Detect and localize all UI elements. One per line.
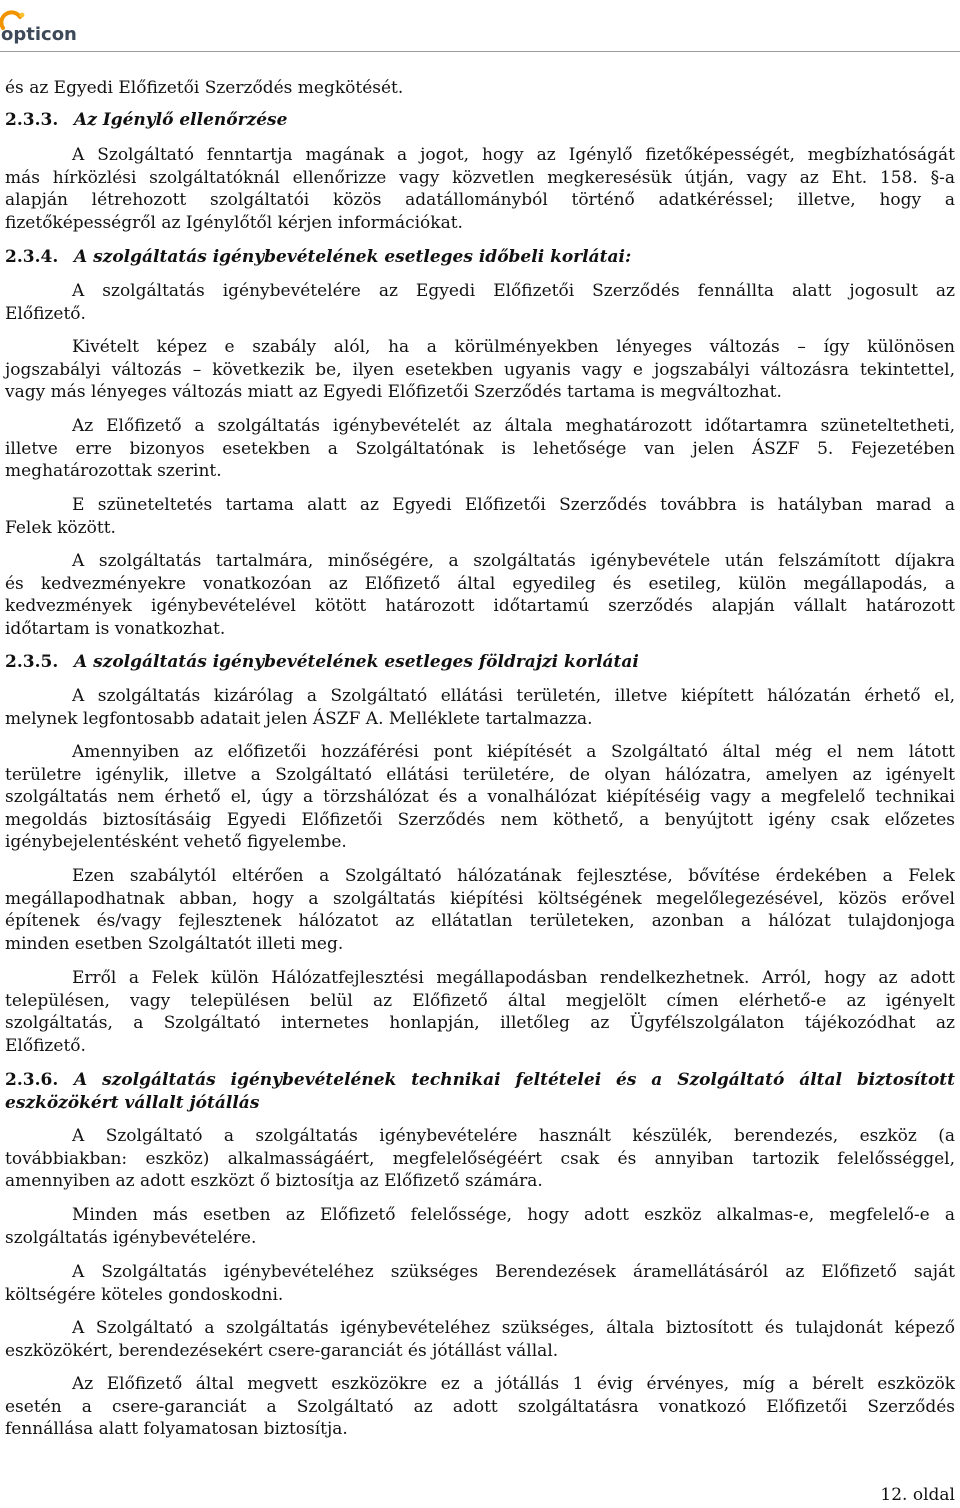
logo-wordmark: opticon bbox=[1, 24, 77, 45]
text-line: szolgáltatás, a Szolgáltató internetes honlapján, illetőleg az Ügyfélszolgálaton tájékozódhat az bbox=[5, 1013, 955, 1033]
text-line: Előfizető. bbox=[5, 303, 86, 324]
paragraph bbox=[5, 685, 955, 730]
paragraph bbox=[5, 1373, 955, 1441]
text-line: E szüneteltetés tartama alatt az Egyedi Előfizetői Szerződés továbbra is hatályban marad a bbox=[72, 495, 955, 515]
text-line: továbbiakban: eszköz) alkalmasságáért, megfelelőségéért csak és annyiban tartozik felelősséggel, bbox=[5, 1148, 955, 1169]
text-line: A szolgáltatás tartalmára, minőségére, a szolgáltatás igénybevétele után felszámított díjakra bbox=[72, 551, 955, 571]
section-heading bbox=[5, 246, 955, 269]
text-line: A szolgáltatás kizárólag a Szolgáltató ellátási területén, illetve kiépített hálózatán érhető el, bbox=[72, 686, 955, 706]
paragraph bbox=[5, 550, 955, 640]
section-title: A szolgáltatás igénybevételének technikai feltételei és a Szolgáltató által biztosított bbox=[74, 1070, 955, 1090]
text-line: melynek legfontosabb adatait jelen ÁSZF A. Melléklete tartalmazza. bbox=[5, 708, 593, 729]
text-line: Erről a Felek külön Hálózatfejlesztési megállapodásban rendelkezhetnek. Arról, hogy az adott bbox=[72, 968, 955, 988]
paragraph bbox=[5, 967, 955, 1057]
text-line: költségére köteles gondoskodni. bbox=[5, 1284, 284, 1305]
text-line: A Szolgáltató a szolgáltatás igénybevételéhez szükséges, általa biztosított és tulajdonát képező bbox=[72, 1318, 955, 1338]
text-line: Az Előfizető által megvett eszközökre ez a jótállás 1 évig érvényes, míg a bérelt eszközök bbox=[72, 1374, 955, 1394]
text-line: fennállása alatt folyamatosan biztosítja. bbox=[5, 1419, 348, 1439]
text-line: illetve erre bizonyos esetekben a Szolgáltatónak is lehetősége van jelen ÁSZF 5. Fejezetében bbox=[5, 438, 955, 459]
text-line: területre igénylik, illetve a Szolgáltató ellátási területére, de olyan hálózatra, amelyen az igényelt bbox=[5, 764, 955, 785]
paragraph bbox=[5, 280, 955, 325]
header-rule bbox=[0, 51, 960, 52]
text-line: igénybejelentésként vehető figyelembe. bbox=[5, 832, 347, 852]
text-line: időtartam is vonatkozhat. bbox=[5, 618, 226, 639]
text-line: szolgáltatás igénybevételére. bbox=[5, 1227, 257, 1248]
section-title: A szolgáltatás igénybevételének esetleges földrajzi korlátai bbox=[74, 652, 639, 672]
company-logo bbox=[0, 3, 84, 49]
paragraph bbox=[5, 1204, 955, 1249]
text-line: jogszabályi változás – következik be, ilyen esetekben ugyanis vagy e jogszabályi változásra tekintettel, bbox=[5, 359, 955, 380]
text-line: településen, vagy településen belül az Előfizető által megjelölt címen elérhető-e az igényelt bbox=[5, 990, 955, 1011]
paragraph bbox=[5, 741, 955, 854]
text-line: fizetőképességről az Igénylőtől kérjen információkat. bbox=[5, 212, 463, 233]
text-line: Az Előfizető a szolgáltatás igénybevételét az általa meghatározott időtartamra szüneteltetheti, bbox=[72, 416, 955, 436]
text-line: Kivételt képez e szabály alól, ha a körülményekben lényeges változás – így különösen bbox=[72, 337, 955, 357]
text-line: vagy más lényeges változás miatt az Egyedi Előfizetői Szerződés tartama is megváltozhat. bbox=[5, 382, 782, 402]
text-line: esetén a csere-garanciát a Szolgáltató az adott szolgáltatásra vonatkozó Előfizetői Szerződés bbox=[5, 1396, 955, 1417]
text-line: építenek és/vagy fejlesztenek hálózatot az ellátatlan területeken, azonban a hálózat tulajdonjoga bbox=[5, 911, 955, 931]
text-line: A Szolgáltató a szolgáltatás igénybevételére használt készülék, berendezés, eszköz (a bbox=[72, 1126, 955, 1146]
text-line: A Szolgáltató fenntartja magának a jogot, hogy az Igénylő fizetőképességét, megbízhatóságát bbox=[72, 145, 955, 165]
paragraph bbox=[5, 1317, 955, 1362]
heading-line bbox=[5, 246, 955, 269]
text-line: megállapodhatnak abban, hogy a szolgáltatás kiépítési költségének megelőlegezésével, közös erővel bbox=[5, 888, 955, 909]
section-title: A szolgáltatás igénybevételének esetleges időbeli korlátai: bbox=[74, 247, 632, 267]
heading-line bbox=[5, 1069, 955, 1092]
paragraph bbox=[5, 1261, 955, 1306]
section-heading bbox=[5, 651, 955, 674]
text-line: szolgáltatás nem érhető el, úgy a törzshálózat és a vonalhálózat kiépítéséig vagy a megfelelő technikai bbox=[5, 787, 955, 807]
text-line: Felek között. bbox=[5, 517, 116, 538]
page-number: 12. oldal bbox=[880, 1485, 955, 1505]
text-line: minden esetben Szolgáltatót illeti meg. bbox=[5, 933, 344, 954]
paragraph bbox=[5, 494, 955, 539]
text-line: amennyiben az adott eszközt ő biztosítja az Előfizető számára. bbox=[5, 1171, 543, 1191]
text-line: eszközökért, berendezésekért csere-garanciát és jótállást vállal. bbox=[5, 1340, 559, 1361]
text-line: megoldás biztosításáig Egyedi Előfizetői Szerződés nem köthető, a benyújtott igény csak előzetes bbox=[5, 809, 955, 830]
section-number: 2.3.3. bbox=[5, 110, 59, 130]
section-number: 2.3.4. bbox=[5, 247, 59, 267]
heading-line bbox=[5, 109, 955, 132]
paragraph bbox=[5, 144, 955, 234]
heading-line bbox=[5, 651, 955, 674]
paragraph bbox=[5, 865, 955, 955]
text-line: Amennyiben az előfizetői hozzáférési pont kiépítését a Szolgáltató által még el nem látott bbox=[72, 742, 955, 762]
paragraph bbox=[5, 77, 955, 100]
text-line: A szolgáltatás igénybevételére az Egyedi Előfizetői Szerződés fennállta alatt jogosult az bbox=[72, 281, 955, 301]
section-title: Az Igénylő ellenőrzése bbox=[74, 110, 288, 130]
text-line: Minden más esetben az Előfizető felelőssége, hogy adott eszköz alkalmas-e, megfelelő-e a bbox=[72, 1205, 955, 1225]
text-line: Előfizető. bbox=[5, 1035, 86, 1056]
text-line: és kedvezményekre vonatkozóan az Előfizető által egyedileg és esetileg, külön megállapodás, a bbox=[5, 573, 955, 594]
text-line: A Szolgáltatás igénybevételéhez szükséges Berendezések áramellátásáról az Előfizető saját bbox=[72, 1262, 955, 1282]
section-number: 2.3.5. bbox=[5, 652, 59, 672]
paragraph bbox=[5, 336, 955, 404]
section-heading bbox=[5, 1069, 955, 1114]
section-number: 2.3.6. bbox=[5, 1070, 59, 1090]
text-line: alapján létrehozott szolgáltatói közös adatállományból történő adatkéréssel; illetve, hogy a bbox=[5, 190, 955, 210]
text-line: Ezen szabálytól eltérően a Szolgáltató hálózatának fejlesztése, bővítése érdekében a Felek bbox=[72, 866, 955, 886]
logo-dot-icon bbox=[20, 13, 25, 18]
paragraph bbox=[5, 1125, 955, 1193]
section-heading bbox=[5, 109, 955, 132]
paragraph bbox=[5, 415, 955, 483]
text-line: más hírközlési szolgáltatóknál ellenőrizze vagy közvetlen megkeresésük útján, vagy az Eht. 158. §-a bbox=[5, 167, 955, 188]
text-line: meghatározottak szerint. bbox=[5, 461, 222, 481]
text-line: kedvezmények igénybevételével kötött határozott időtartamú szerződés alapján vállalt határozott bbox=[5, 596, 955, 616]
text-line: és az Egyedi Előfizetői Szerződés megkötését. bbox=[5, 78, 404, 98]
heading-line: eszközökért vállalt jótállás bbox=[5, 1092, 260, 1113]
